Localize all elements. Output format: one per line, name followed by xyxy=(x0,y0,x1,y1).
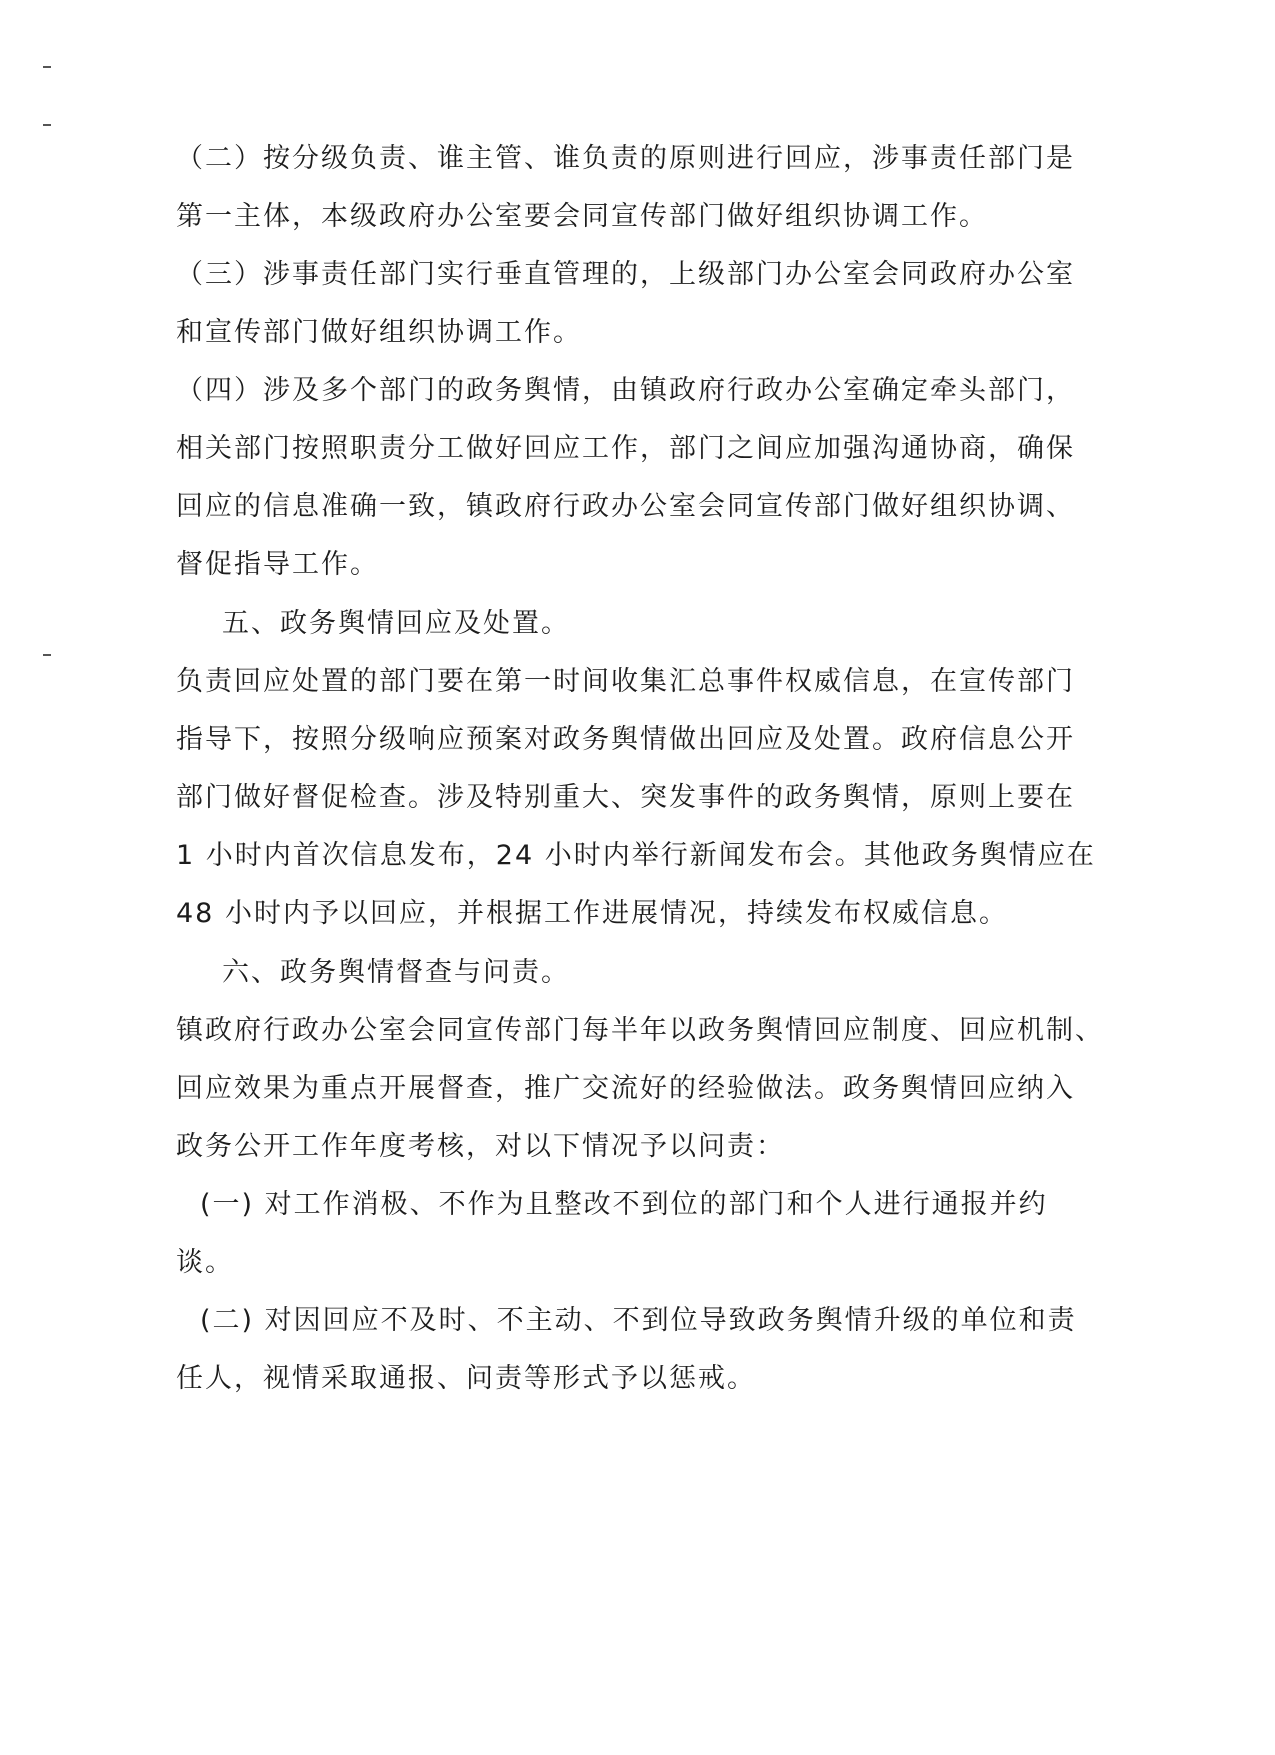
paragraph-line: （四）涉及多个部门的政务舆情，由镇政府行政办公室确定牵头部门， xyxy=(176,375,1075,406)
paragraph-line: 1 小时内首次信息发布，24 小时内举行新闻发布会。其他政务舆情应在 xyxy=(176,840,1096,871)
paragraph-line: (二) 对因回应不及时、不主动、不到位导致政务舆情升级的单位和责 xyxy=(200,1305,1077,1336)
paragraph-line: 指导下，按照分级响应预案对政务舆情做出回应及处置。政府信息公开 xyxy=(176,724,1075,755)
section-heading: 五、政务舆情回应及处置。 xyxy=(222,608,570,639)
paragraph-line: 任人，视情采取通报、问责等形式予以惩戒。 xyxy=(176,1363,756,1394)
paragraph-line: （三）涉事责任部门实行垂直管理的，上级部门办公室会同政府办公室 xyxy=(176,259,1075,290)
paragraph-line: 督促指导工作。 xyxy=(176,549,379,580)
paragraph-line: 镇政府行政办公室会同宣传部门每半年以政务舆情回应制度、回应机制、 xyxy=(176,1015,1104,1046)
paragraph-line: 和宣传部门做好组织协调工作。 xyxy=(176,317,582,348)
margin-mark xyxy=(43,654,51,656)
paragraph-line: 政务公开工作年度考核，对以下情况予以问责： xyxy=(176,1131,785,1162)
paragraph-line: 第一主体，本级政府办公室要会同宣传部门做好组织协调工作。 xyxy=(176,201,988,232)
paragraph-line: 部门做好督促检查。涉及特别重大、突发事件的政务舆情，原则上要在 xyxy=(176,782,1075,813)
margin-mark xyxy=(43,124,51,126)
paragraph-line: 回应效果为重点开展督查，推广交流好的经验做法。政务舆情回应纳入 xyxy=(176,1073,1075,1104)
margin-mark xyxy=(43,66,51,68)
paragraph-line: 负责回应处置的部门要在第一时间收集汇总事件权威信息，在宣传部门 xyxy=(176,666,1075,697)
paragraph-line: 48 小时内予以回应，并根据工作进展情况，持续发布权威信息。 xyxy=(176,898,1008,929)
paragraph-line: 回应的信息准确一致，镇政府行政办公室会同宣传部门做好组织协调、 xyxy=(176,491,1075,522)
paragraph-line: (一) 对工作消极、不作为且整改不到位的部门和个人进行通报并约 xyxy=(200,1189,1048,1220)
paragraph-line: （二）按分级负责、谁主管、谁负责的原则进行回应，涉事责任部门是 xyxy=(176,143,1075,174)
paragraph-line: 相关部门按照职责分工做好回应工作，部门之间应加强沟通协商，确保 xyxy=(176,433,1075,464)
paragraph-line: 谈。 xyxy=(176,1247,234,1278)
section-heading: 六、政务舆情督查与问责。 xyxy=(222,957,570,988)
